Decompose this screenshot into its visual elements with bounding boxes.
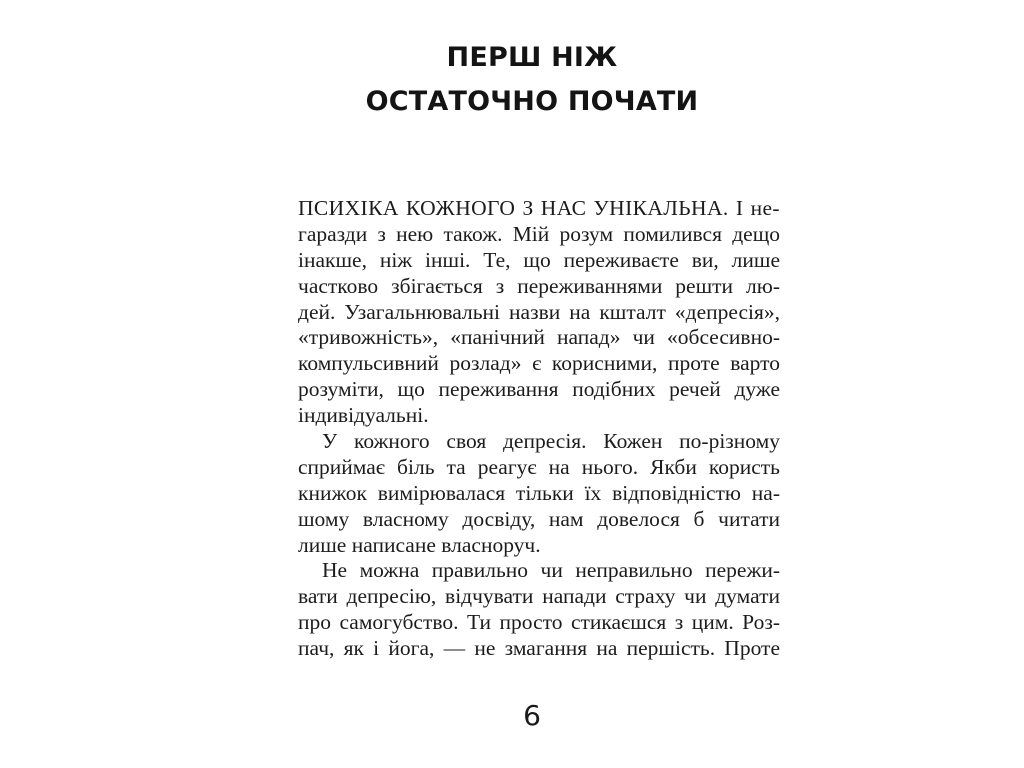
text-line: компульсивний розлад» є корисними, проте варто bbox=[298, 351, 780, 376]
text-line: шому власному досвіду, нам довелося б читати bbox=[298, 506, 780, 531]
text-line: лише написане власноруч. bbox=[298, 532, 541, 557]
text-line: сприймає біль та реагує на нього. Якби користь bbox=[298, 454, 780, 479]
chapter-title bbox=[0, 36, 1024, 124]
text-line: індивідуальні. bbox=[298, 403, 429, 428]
text-line: дей. Узагальнювальні назви на кшталт «депресія», bbox=[298, 299, 780, 324]
text-line: У кожного своя депресія. Кожен по-різному bbox=[322, 429, 780, 454]
text-line: книжок вимірювалася тільки їх відповідністю на- bbox=[298, 480, 780, 505]
text-line: про самогубство. Ти просто стикаєшся з цим. Роз- bbox=[298, 610, 780, 635]
chapter-title-line-2: ОСТАТОЧНО ПОЧАТИ bbox=[365, 86, 699, 117]
text-line: «тривожність», «панічний напад» чи «обсесивно- bbox=[298, 325, 780, 350]
chapter-title-line-1: ПЕРШ НІЖ bbox=[446, 42, 618, 73]
text-line: розуміти, що переживання подібних речей дуже bbox=[298, 377, 780, 402]
text-line: пач, як і йога, — не змагання на першість. Проте bbox=[298, 636, 780, 661]
text-line: частково збігається з переживаннями решти лю- bbox=[298, 273, 780, 298]
text-line: інакше, ніж інші. Те, що переживаєте ви, лише bbox=[298, 247, 780, 272]
page-number: 6 bbox=[523, 699, 541, 732]
text-line: вати депресію, відчувати напади страху чи думати bbox=[298, 584, 780, 609]
text-line: гаразди з нею також. Мій розум помилився дещо bbox=[298, 221, 780, 246]
body-text bbox=[298, 196, 780, 662]
text-line: ПСИХІКА КОЖНОГО З НАС УНІКАЛЬНА. І не- bbox=[298, 196, 780, 220]
text-line: Не можна правильно чи неправильно пережи- bbox=[322, 558, 780, 583]
